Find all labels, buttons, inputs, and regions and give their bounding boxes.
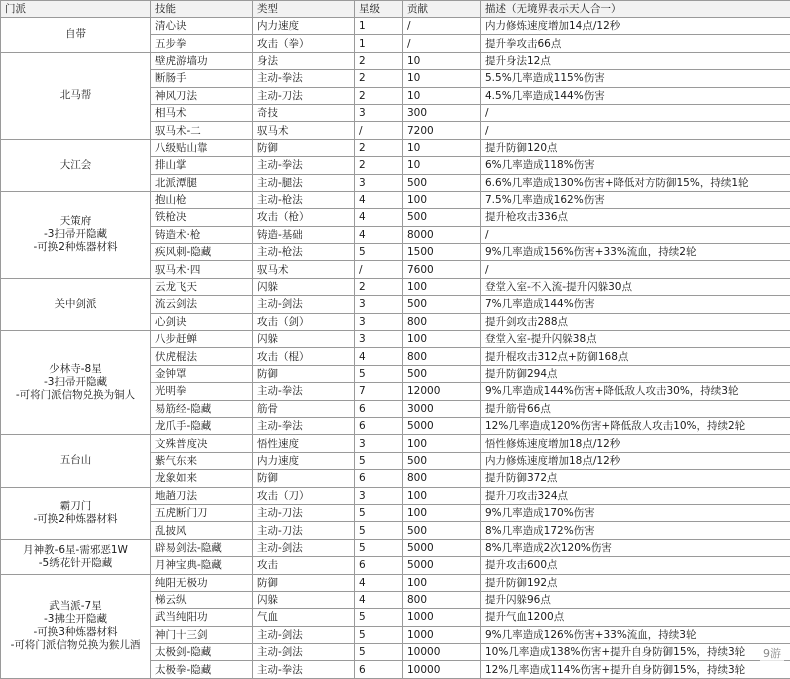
description-cell: 提升身法12点 [481, 52, 790, 69]
sect-name-line: 霸刀门 [5, 500, 146, 513]
type-cell: 主动-剑法 [253, 626, 355, 643]
table-body [1, 1, 790, 679]
type-cell: 攻击（拳） [253, 35, 355, 52]
sect-name-cell [1, 52, 151, 139]
stars-cell: 4 [355, 591, 403, 608]
stars-cell: 2 [355, 87, 403, 104]
skill-cell: 心剑诀 [151, 313, 253, 330]
stars-cell: 4 [355, 226, 403, 243]
type-cell: 防御 [253, 365, 355, 382]
type-cell: 奇技 [253, 104, 355, 121]
header-contribution: 贡献 [403, 1, 481, 18]
contribution-cell: 7200 [403, 122, 481, 139]
description-cell: / [481, 104, 790, 121]
stars-cell: 5 [355, 609, 403, 626]
skill-cell: 五步拳 [151, 35, 253, 52]
type-cell: 闪躲 [253, 278, 355, 295]
type-cell: 主动-拳法 [253, 383, 355, 400]
stars-cell: 1 [355, 35, 403, 52]
contribution-cell: 800 [403, 348, 481, 365]
description-cell: 提升拳攻击66点 [481, 35, 790, 52]
table-row [1, 52, 790, 69]
description-cell: 9%几率造成126%伤害+33%流血，持续3轮 [481, 626, 790, 643]
contribution-cell: 800 [403, 470, 481, 487]
description-cell: 内力修炼速度增加14点/12秒 [481, 18, 790, 35]
table-row [1, 435, 790, 452]
skill-cell: 清心诀 [151, 18, 253, 35]
skill-cell: 纯阳无极功 [151, 574, 253, 591]
sect-name-line: 武当派-7星 [5, 600, 146, 613]
sect-name-cell [1, 487, 151, 539]
type-cell: 攻击（枪） [253, 209, 355, 226]
contribution-cell: 500 [403, 209, 481, 226]
description-cell: / [481, 122, 790, 139]
contribution-cell: 10 [403, 87, 481, 104]
stars-cell: 2 [355, 52, 403, 69]
contribution-cell: 100 [403, 435, 481, 452]
skill-cell: 北派潭腿 [151, 174, 253, 191]
description-cell: 12%几率造成120%伤害+降低敌人攻击10%，持续2轮 [481, 417, 790, 434]
contribution-cell: 800 [403, 313, 481, 330]
contribution-cell: 12000 [403, 383, 481, 400]
sect-name-line: 少林寺-8星 [5, 363, 146, 376]
contribution-cell: 10 [403, 52, 481, 69]
skill-cell: 易筋经-隐藏 [151, 400, 253, 417]
type-cell: 内力速度 [253, 452, 355, 469]
description-cell: 9%几率造成156%伤害+33%流血，持续2轮 [481, 244, 790, 261]
description-cell: 7%几率造成144%伤害 [481, 296, 790, 313]
contribution-cell: 300 [403, 104, 481, 121]
type-cell: 主动-剑法 [253, 644, 355, 661]
contribution-cell: 500 [403, 174, 481, 191]
skill-cell: 排山掌 [151, 157, 253, 174]
type-cell: 攻击（剑） [253, 313, 355, 330]
sect-name-cell [1, 435, 151, 487]
stars-cell: 6 [355, 557, 403, 574]
table-row [1, 574, 790, 591]
description-cell: 提升攻击600点 [481, 557, 790, 574]
contribution-cell: 5000 [403, 557, 481, 574]
contribution-cell: 1000 [403, 626, 481, 643]
skill-cell: 抱山枪 [151, 191, 253, 208]
stars-cell: / [355, 122, 403, 139]
skill-cell: 疾风刺-隐藏 [151, 244, 253, 261]
skill-cell: 八级贴山靠 [151, 139, 253, 156]
type-cell: 主动-拳法 [253, 157, 355, 174]
sect-name-cell [1, 331, 151, 435]
type-cell: 攻击 [253, 557, 355, 574]
sect-name-cell [1, 191, 151, 278]
skill-cell: 龙象如来 [151, 470, 253, 487]
contribution-cell: 10 [403, 157, 481, 174]
skill-cell: 梯云纵 [151, 591, 253, 608]
sect-name-line: -可将门派信物兑换为猴儿酒 [5, 639, 146, 652]
sect-name-line: -3拂尘开隐藏 [5, 613, 146, 626]
description-cell: 4.5%几率造成144%伤害 [481, 87, 790, 104]
stars-cell: 2 [355, 278, 403, 295]
description-cell: 9%几率造成170%伤害 [481, 504, 790, 521]
table-row [1, 139, 790, 156]
table-row [1, 191, 790, 208]
contribution-cell: 3000 [403, 400, 481, 417]
stars-cell: 2 [355, 157, 403, 174]
stars-cell: 5 [355, 504, 403, 521]
contribution-cell: 800 [403, 591, 481, 608]
description-cell: 提升气血1200点 [481, 609, 790, 626]
description-cell: 12%几率造成114%伤害+提升自身防御15%，持续3轮 [481, 661, 790, 678]
type-cell: 主动-拳法 [253, 661, 355, 678]
sect-name-line: -3扫帚开隐藏 [5, 376, 146, 389]
description-cell: 提升防御294点 [481, 365, 790, 382]
sect-name-line: 北马帮 [5, 89, 146, 102]
contribution-cell: 10 [403, 139, 481, 156]
stars-cell: 3 [355, 331, 403, 348]
type-cell: 筋骨 [253, 400, 355, 417]
stars-cell: 5 [355, 644, 403, 661]
contribution-cell: 1500 [403, 244, 481, 261]
skill-cell: 紫气东来 [151, 452, 253, 469]
type-cell: 气血 [253, 609, 355, 626]
type-cell: 主动-刀法 [253, 504, 355, 521]
skill-cell: 驭马术·四 [151, 261, 253, 278]
description-cell: 提升枪攻击336点 [481, 209, 790, 226]
header-type: 类型 [253, 1, 355, 18]
sect-name-line: -可换3种炼器材料 [5, 626, 146, 639]
contribution-cell: 10000 [403, 644, 481, 661]
stars-cell: 4 [355, 348, 403, 365]
description-cell: 8%几率造成172%伤害 [481, 522, 790, 539]
stars-cell: 5 [355, 452, 403, 469]
table-row [1, 278, 790, 295]
type-cell: 悟性速度 [253, 435, 355, 452]
type-cell: 主动-刀法 [253, 522, 355, 539]
sect-name-line: -5绣花针开隐藏 [5, 557, 146, 570]
sect-name-line: -3扫帚开隐藏 [5, 228, 146, 241]
contribution-cell: 500 [403, 365, 481, 382]
sect-name-line: 五台山 [5, 454, 146, 467]
contribution-cell: 1000 [403, 609, 481, 626]
type-cell: 主动-枪法 [253, 244, 355, 261]
type-cell: 主动-剑法 [253, 539, 355, 556]
description-cell: 5.5%几率造成115%伤害 [481, 70, 790, 87]
description-cell: 提升刀攻击324点 [481, 487, 790, 504]
contribution-cell: 8000 [403, 226, 481, 243]
type-cell: 内力速度 [253, 18, 355, 35]
stars-cell: 4 [355, 191, 403, 208]
sect-name-line: 大江会 [5, 159, 146, 172]
description-cell: 7.5%几率造成162%伤害 [481, 191, 790, 208]
table-row [1, 539, 790, 556]
stars-cell: 3 [355, 313, 403, 330]
description-cell: 10%几率造成138%伤害+提升自身防御15%，持续3轮 [481, 644, 790, 661]
description-cell: 6%几率造成118%伤害 [481, 157, 790, 174]
type-cell: 身法 [253, 52, 355, 69]
skill-cell: 流云剑法 [151, 296, 253, 313]
watermark: 9游 [760, 645, 784, 661]
description-cell: 6.6%几率造成130%伤害+降低对方防御15%，持续1轮 [481, 174, 790, 191]
skill-cell: 五虎断门刀 [151, 504, 253, 521]
type-cell: 主动-枪法 [253, 191, 355, 208]
stars-cell: 5 [355, 244, 403, 261]
contribution-cell: 100 [403, 278, 481, 295]
type-cell: 攻击（刀） [253, 487, 355, 504]
contribution-cell: 100 [403, 574, 481, 591]
skill-cell: 乱披风 [151, 522, 253, 539]
type-cell: 闪躲 [253, 331, 355, 348]
stars-cell: 3 [355, 174, 403, 191]
skill-cell: 神风刀法 [151, 87, 253, 104]
contribution-cell: 100 [403, 487, 481, 504]
type-cell: 主动-拳法 [253, 417, 355, 434]
stars-cell: 2 [355, 70, 403, 87]
stars-cell: 1 [355, 18, 403, 35]
skill-cell: 八步赶蝉 [151, 331, 253, 348]
description-cell: 登堂入室-不入流-提升闪躲30点 [481, 278, 790, 295]
type-cell: 防御 [253, 574, 355, 591]
type-cell: 攻击（棍） [253, 348, 355, 365]
skill-cell: 相马术 [151, 104, 253, 121]
contribution-cell: 100 [403, 331, 481, 348]
contribution-cell: 500 [403, 452, 481, 469]
skill-cell: 文殊普度决 [151, 435, 253, 452]
description-cell: 内力修炼速度增加18点/12秒 [481, 452, 790, 469]
skill-cell: 月神宝典-隐藏 [151, 557, 253, 574]
description-cell: 提升防御120点 [481, 139, 790, 156]
type-cell: 主动-腿法 [253, 174, 355, 191]
description-cell: 提升剑攻击288点 [481, 313, 790, 330]
skill-cell: 断肠手 [151, 70, 253, 87]
stars-cell: 6 [355, 400, 403, 417]
stars-cell: 4 [355, 574, 403, 591]
stars-cell: 5 [355, 539, 403, 556]
stars-cell: 6 [355, 661, 403, 678]
stars-cell: 3 [355, 487, 403, 504]
sect-name-cell [1, 139, 151, 191]
sect-name-cell [1, 539, 151, 574]
table-row [1, 487, 790, 504]
description-cell: 悟性修炼速度增加18点/12秒 [481, 435, 790, 452]
type-cell: 闪躲 [253, 591, 355, 608]
sect-name-line: -可将门派信物兑换为铜人 [5, 389, 146, 402]
header-sect: 门派 [1, 1, 151, 18]
contribution-cell: / [403, 18, 481, 35]
type-cell: 主动-拳法 [253, 70, 355, 87]
contribution-cell: / [403, 35, 481, 52]
stars-cell: 5 [355, 365, 403, 382]
skill-cell: 武当纯阳功 [151, 609, 253, 626]
contribution-cell: 500 [403, 296, 481, 313]
skill-cell: 地趟刀法 [151, 487, 253, 504]
description-cell: 提升防御372点 [481, 470, 790, 487]
description-cell: 提升筋骨66点 [481, 400, 790, 417]
sect-name-line: -可换2种炼器材料 [5, 513, 146, 526]
table-row [1, 18, 790, 35]
stars-cell: / [355, 261, 403, 278]
skill-cell: 云龙飞天 [151, 278, 253, 295]
table-header-row [1, 1, 790, 18]
stars-cell: 2 [355, 139, 403, 156]
type-cell: 防御 [253, 139, 355, 156]
contribution-cell: 100 [403, 504, 481, 521]
skill-cell: 太极剑-隐藏 [151, 644, 253, 661]
skill-cell: 驭马术-二 [151, 122, 253, 139]
type-cell: 防御 [253, 470, 355, 487]
skill-cell: 太极拳-隐藏 [151, 661, 253, 678]
description-cell: / [481, 261, 790, 278]
contribution-cell: 10000 [403, 661, 481, 678]
type-cell: 驭马术 [253, 122, 355, 139]
sect-name-line: 天策府 [5, 215, 146, 228]
sect-name-cell [1, 18, 151, 53]
description-cell: 提升防御192点 [481, 574, 790, 591]
stars-cell: 4 [355, 209, 403, 226]
sect-name-line: 关中剑派 [5, 298, 146, 311]
type-cell: 主动-剑法 [253, 296, 355, 313]
skill-cell: 伏虎棍法 [151, 348, 253, 365]
skill-cell: 铁枪决 [151, 209, 253, 226]
type-cell: 铸造-基础 [253, 226, 355, 243]
header-description: 描述（无境界表示天人合一） [481, 1, 790, 18]
sect-name-line: -可换2种炼器材料 [5, 241, 146, 254]
stars-cell: 3 [355, 435, 403, 452]
description-cell: 提升闪躲96点 [481, 591, 790, 608]
sect-name-cell [1, 278, 151, 330]
contribution-cell: 10 [403, 70, 481, 87]
contribution-cell: 100 [403, 191, 481, 208]
stars-cell: 3 [355, 296, 403, 313]
skill-cell: 壁虎游墙功 [151, 52, 253, 69]
contribution-cell: 500 [403, 522, 481, 539]
stars-cell: 3 [355, 104, 403, 121]
sect-name-line: 自带 [5, 28, 146, 41]
type-cell: 主动-刀法 [253, 87, 355, 104]
skill-cell: 金钟罩 [151, 365, 253, 382]
description-cell: 登堂入室-提升闪躲38点 [481, 331, 790, 348]
header-skill: 技能 [151, 1, 253, 18]
table-row [1, 331, 790, 348]
skill-cell: 光明拳 [151, 383, 253, 400]
stars-cell: 6 [355, 470, 403, 487]
skill-cell: 神门十三剑 [151, 626, 253, 643]
skill-cell: 铸造术·枪 [151, 226, 253, 243]
contribution-cell: 5000 [403, 539, 481, 556]
skill-cell: 龙爪手-隐藏 [151, 417, 253, 434]
type-cell: 驭马术 [253, 261, 355, 278]
contribution-cell: 7600 [403, 261, 481, 278]
contribution-cell: 5000 [403, 417, 481, 434]
description-cell: 8%几率造成2次120%伤害 [481, 539, 790, 556]
header-stars: 星级 [355, 1, 403, 18]
stars-cell: 6 [355, 417, 403, 434]
skill-cell: 辟易剑法-隐藏 [151, 539, 253, 556]
description-cell: 提升棍攻击312点+防御168点 [481, 348, 790, 365]
description-cell: 9%几率造成144%伤害+降低敌人攻击30%，持续3轮 [481, 383, 790, 400]
stars-cell: 5 [355, 522, 403, 539]
description-cell: / [481, 226, 790, 243]
stars-cell: 5 [355, 626, 403, 643]
sect-name-line: 月神教-6星-需邪恶1W [5, 544, 146, 557]
stars-cell: 7 [355, 383, 403, 400]
